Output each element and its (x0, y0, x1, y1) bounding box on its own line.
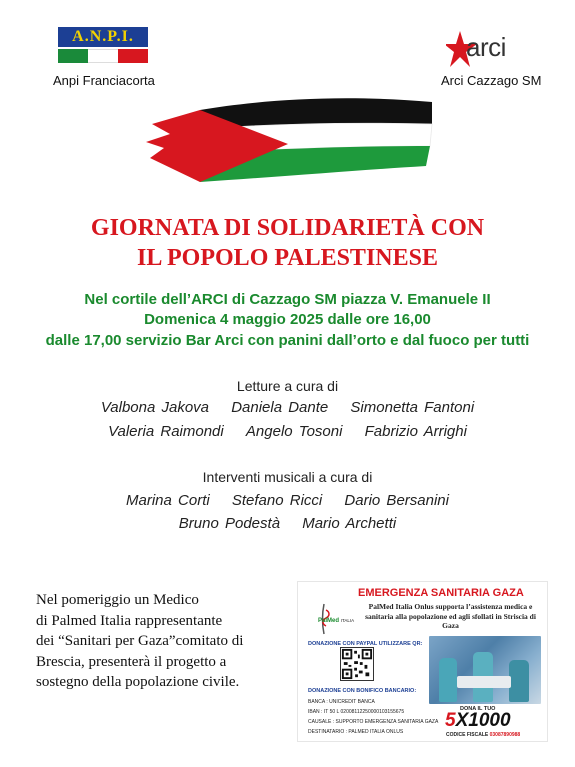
event-date: Domenica 4 maggio 2025 dalle ore 16,00 (144, 311, 431, 328)
reader-name: Fabrizio Arrighi (364, 423, 467, 440)
palestine-flag-icon (140, 88, 440, 188)
paragraph-line: dei “Sanitari per Gaza”comitato di (36, 633, 244, 649)
reader-name: Valbona Jakova (100, 399, 210, 416)
music-heading: Interventi musicali a cura di (202, 469, 373, 485)
reader-name: Daniela Dante (231, 399, 329, 416)
palmed-brand: PalMed ITALIA (318, 618, 355, 624)
readings-names-row1 (0, 399, 575, 416)
bank-causale: CAUSALE : SUPPORTO EMERGENZA SANITARIA GAZA (308, 719, 439, 725)
bank-iban: IBAN : IT 50 L 02008112250000103155675 (308, 709, 405, 715)
arci-caption: Arci Cazzago SM (441, 73, 542, 88)
anpi-logo-text: A.N.P.I. (58, 27, 148, 47)
medic-paragraph (36, 590, 296, 693)
reader-name: Angelo Tosoni (245, 423, 343, 440)
italian-flag-icon (58, 49, 148, 63)
paragraph-line: sostegno della popolazione civile. (36, 674, 240, 690)
page-title-line1: GIORNATA DI SOLIDARIETÀ CON (90, 215, 485, 241)
arci-logo-text: arci (466, 32, 506, 62)
event-location: Nel cortile dell’ARCI di Cazzago SM piazza V. Emanuele II (84, 291, 491, 308)
event-bar-info: dalle 17,00 servizio Bar Arci con panini dall’orto e dal fuoco per tutti (45, 332, 530, 349)
readings-heading: Letture a cura di (236, 378, 339, 394)
anpi-logo (58, 27, 148, 67)
paypal-label: DONAZIONE CON PAYPAL UTILIZZARE QR: (308, 641, 423, 647)
paragraph-line: Brescia, presenterà il progetto a (36, 653, 227, 670)
paragraph-line: Nel pomeriggio un Medico (36, 592, 199, 608)
music-names-row2 (0, 515, 575, 532)
donate-label: DONA IL TUO (460, 706, 496, 712)
poster-title: EMERGENZA SANITARIA GAZA (358, 587, 524, 599)
musician-name: Dario Bersanini (344, 492, 449, 509)
readings-names-row2 (0, 423, 575, 440)
bank-destinatario: DESTINATARIO : PALMED ITALIA ONLUS (308, 729, 404, 735)
musician-name: Bruno Podestà (178, 515, 281, 532)
palmed-poster (297, 581, 548, 742)
music-names-row1 (0, 492, 575, 509)
five-per-thousand: 5X1000 (445, 710, 511, 731)
qr-code-icon (340, 647, 374, 681)
fiscal-code: CODICE FISCALE 03087890988 (446, 732, 521, 738)
arci-logo (446, 29, 526, 69)
musician-name: Mario Archetti (302, 515, 397, 532)
paragraph-line: di Palmed Italia rappresentante (36, 612, 223, 629)
musician-name: Stefano Ricci (231, 492, 323, 509)
bank-name: BANCA : UNICREDIT BANCA (308, 699, 375, 705)
poster-subtitle: PalMed Italia Onlus supporta l’assistenza medica e sanitaria alla popolazione ed agli sfollati in Striscia di Gaza (365, 602, 536, 630)
surgery-photo (429, 636, 541, 704)
page-title-line2: IL POPOLO PALESTINESE (137, 245, 438, 271)
anpi-caption: Anpi Franciacorta (53, 73, 155, 88)
bank-label: DONAZIONE CON BONIFICO BANCARIO: (308, 688, 417, 694)
musician-name: Marina Corti (126, 492, 210, 509)
reader-name: Valeria Raimondi (108, 423, 224, 440)
reader-name: Simonetta Fantoni (350, 399, 475, 416)
